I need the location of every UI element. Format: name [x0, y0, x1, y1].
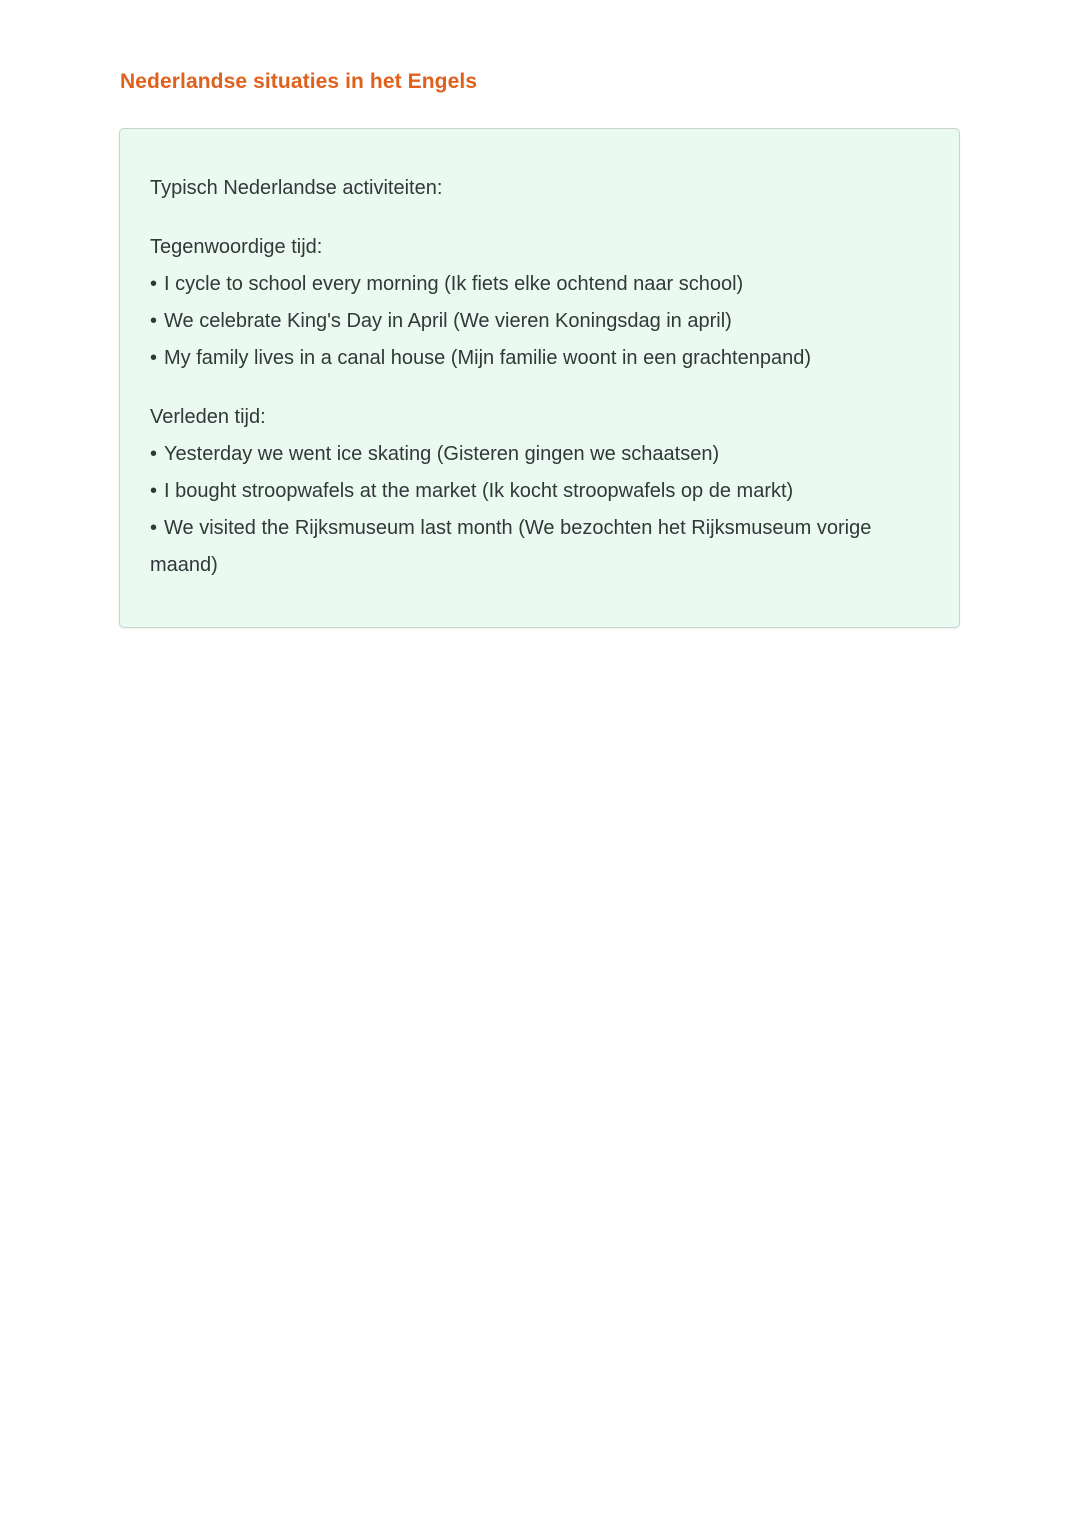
bullet-marker: • — [150, 480, 158, 502]
list-item — [150, 473, 929, 510]
list-item — [150, 303, 929, 340]
section-heading: Verleden tijd: — [150, 406, 266, 428]
bullet-marker: • — [150, 273, 158, 295]
notes-card — [119, 128, 960, 628]
bullet-marker: • — [150, 443, 158, 465]
list-item — [150, 436, 929, 473]
list-item-text: I cycle to school every morning (Ik fiets elke ochtend naar school) — [164, 273, 744, 295]
list-item-text: Yesterday we went ice skating (Gisteren gingen we schaatsen) — [164, 443, 720, 465]
list-item — [150, 266, 929, 303]
bullet-marker: • — [150, 517, 158, 539]
page-title: Nederlandse situaties in het Engels — [120, 70, 478, 93]
list-item-text: We visited the Rijksmuseum last month (We bezochten het Rijksmuseum vorige maand) — [150, 517, 872, 576]
list-item — [150, 510, 929, 584]
bullet-marker: • — [150, 347, 158, 369]
section-past-tense — [150, 399, 929, 584]
section-heading: Tegenwoordige tijd: — [150, 236, 323, 258]
list-item-text: We celebrate King's Day in April (We vieren Koningsdag in april) — [164, 310, 732, 332]
card-intro: Typisch Nederlandse activiteiten: — [150, 177, 443, 199]
list-item-text: My family lives in a canal house (Mijn familie woont in een grachtenpand) — [164, 347, 811, 369]
list-item — [150, 340, 929, 377]
section-present-tense — [150, 229, 929, 377]
list-item-text: I bought stroopwafels at the market (Ik kocht stroopwafels op de markt) — [164, 480, 794, 502]
bullet-marker: • — [150, 310, 158, 332]
